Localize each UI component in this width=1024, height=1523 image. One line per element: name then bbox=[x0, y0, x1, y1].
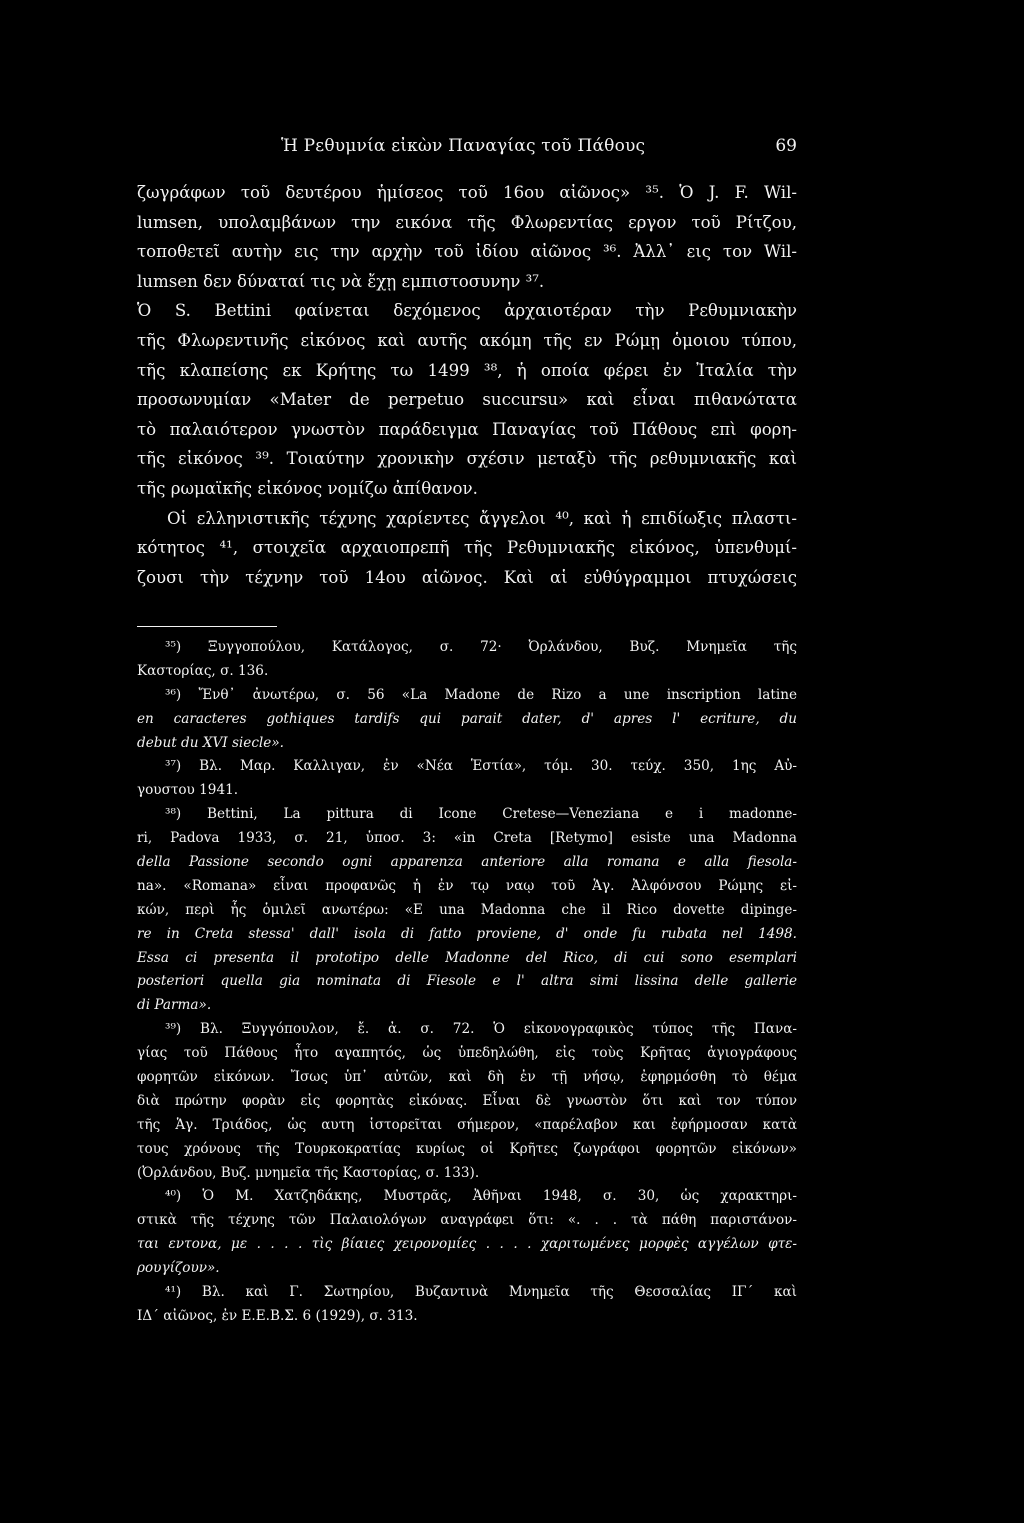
body-line: lumsen δεν δύναταί τις νὰ ἔχῃ εμπιστοσυνην ³⁷. bbox=[137, 271, 545, 291]
footnote-separator bbox=[137, 626, 277, 627]
body-line: προσωνυμίαν «Mater de perpetuo succursu» καὶ εἶναι πιθανώτατα bbox=[137, 390, 797, 410]
footnote-line: na». «Romana» εἶναι προφανῶς ἡ ἐν τῳ ναῳ τοῦ Ἁγ. Ἀλφόνσου Ρώμης εἰ- bbox=[137, 877, 797, 894]
footnote-line: Καστορίας, σ. 136. bbox=[137, 662, 269, 679]
body-line: τοποθετεῖ αυτὴν εις την αρχὴν τοῦ ἰδίου αἰῶνος ³⁶. Ἀλλ᾽ εις τον Wil- bbox=[137, 242, 797, 262]
body-line: τὸ παλαιότερον γνωστὸν παράδειγμα Παναγίας τοῦ Πάθους επὶ φορη- bbox=[137, 419, 797, 439]
body-line: κότητος ⁴¹, στοιχεῖα αρχαιοπρεπῆ τῆς Ρεθυμνιακῆς εἰκόνος, ὑπενθυμί- bbox=[137, 538, 797, 558]
body-line: τῆς ρωμαϊκῆς εἰκόνος νομίζω ἀπίθανον. bbox=[137, 478, 478, 498]
footnote-line: γουστου 1941. bbox=[137, 782, 239, 799]
footnote-line: della Passione secondo ogni apparenza anteriore alla romana e alla fiesola- bbox=[137, 854, 797, 871]
footnote-line: φορητῶν εἰκόνων. Ἴσως ὑπ᾽ αὐτῶν, καὶ δὴ ἐν τῇ νήσῳ, ἐφηρμόσθη τὸ θέμα bbox=[137, 1069, 797, 1086]
footnote-line: στικὰ τῆς τέχνης τῶν Παλαιολόγων αναγράφει ὅτι: «. . . τὰ πάθη παριστάνον- bbox=[137, 1212, 797, 1229]
footnote-line: en caracteres gothiques tardifs qui parait dater, d' apres l' ecriture, du bbox=[137, 710, 797, 727]
footnote-line: ³⁵) Ξυγγοπούλου, Κατάλογος, σ. 72· Ὀρλάνδου, Βυζ. Μνημεῖα τῆς bbox=[165, 639, 797, 655]
footnote-line: κών, περὶ ἧς ὁμιλεῖ ανωτέρω: «E una Madonna che il Rico dovette dipinge- bbox=[137, 901, 797, 918]
footnote-line: ³⁶) Ἔνθ᾽ ἀνωτέρω, σ. 56 «La Madone de Rizo a une inscription latine bbox=[165, 686, 797, 703]
footnote-line: τους χρόνους τῆς Τουρκοκρατίας κυρίως οἱ Κρῆτες ζωγράφοι φορητῶν εἰκόνων» bbox=[137, 1140, 797, 1157]
footnote-line: γίας τοῦ Πάθους ἦτο αγαπητός, ὡς ὑπεδηλώθη, εἰς τοὺς Κρῆτας ἁγιογράφους bbox=[137, 1045, 797, 1062]
body-line: τῆς Φλωρεντινῆς εἰκόνος καὶ αυτῆς ακόμη τῆς εν Ρώμῃ ὁμοιου τύπου, bbox=[137, 330, 797, 350]
body-line: ζουσι τὴν τέχνην τοῦ 14ου αἰῶνος. Καὶ αἱ εὐθύγραμμοι πτυχώσεις bbox=[137, 567, 797, 587]
footnote-line: ³⁸) Bettini, La pittura di Icone Cretese—Veneziana e i madonne- bbox=[165, 806, 797, 823]
footnote-line: ⁴⁰) Ὁ Μ. Χατζηδάκης, Μυστρᾶς, Ἀθῆναι 1948, σ. 30, ὡς χαρακτηρι- bbox=[165, 1188, 797, 1205]
footnote-line: τῆς Ἁγ. Τριάδος, ὡς αυτη ἱστορεῖται σήμερον, «παρέλαβον και ἐφήρμοσαν κατὰ bbox=[137, 1116, 797, 1133]
footnote-line: (Ὀρλάνδου, Βυζ. μνημεῖα τῆς Καστορίας, σ. 133). bbox=[137, 1164, 480, 1181]
footnote-line: re in Creta stessa' dall' isola di fatto proviene, d' onde fu rubata nel 1498. bbox=[137, 925, 797, 942]
body-line: Ὁ S. Bettini φαίνεται δεχόμενος ἀρχαιοτέραν τὴν Ρεθυμνιακὴν bbox=[137, 301, 797, 321]
footnote-line: ⁴¹) Βλ. καὶ Γ. Σωτηρίου, Βυζαντινὰ Μνημεῖα τῆς Θεσσαλίας ΙΓ΄ καὶ bbox=[165, 1284, 797, 1301]
footnote-line: ται εντονα, με . . . . τὶς βίαιες χειρονομίες . . . . χαριτωμένες μορφὲς αγγέλων φτε- bbox=[137, 1236, 797, 1253]
running-header bbox=[137, 136, 797, 162]
body-line: lumsen, υπολαμβάνων την εικόνα τῆς Φλωρεντίας εργον τοῦ Ρίτζου, bbox=[137, 212, 797, 232]
footnotes bbox=[137, 636, 797, 1329]
footnote-line: Essa ci presenta il prototipo delle Madonne del Rico, di cui sono esemplari bbox=[137, 949, 797, 966]
header-title: Ἡ Ρεθυμνία εἰκὼν Παναγίας τοῦ Πάθους bbox=[281, 136, 646, 156]
footnote-line: ΙΔ΄ αἰῶνος, ἐν Ε.Ε.Β.Σ. 6 (1929), σ. 313. bbox=[137, 1307, 418, 1324]
footnote-line: debut du XVI siecle». bbox=[137, 734, 284, 751]
body-line: τῆς κλαπείσης εκ Κρήτης τω 1499 ³⁸, ἡ οποία φέρει ἐν Ἰταλία τὴν bbox=[137, 360, 797, 380]
page-number: 69 bbox=[775, 136, 797, 156]
body-line: ζωγράφων τοῦ δευτέρου ἡμίσεος τοῦ 16ου αἰῶνος» ³⁵. Ὁ J. F. Wil- bbox=[137, 183, 797, 202]
footnote-line: ρουγίζουν». bbox=[137, 1260, 220, 1277]
footnote-line: ³⁹) Βλ. Ξυγγόπουλον, ἔ. ἀ. σ. 72. Ὁ εἰκονογραφικὸς τύπος τῆς Πανα- bbox=[165, 1021, 797, 1038]
footnote-line: posteriori quella gia nominata di Fiesole e l' altra simi lissina delle gallerie bbox=[137, 973, 797, 990]
body-line: Οἱ ελληνιστικῆς τέχνης χαρίεντες ἄγγελοι ⁴⁰, καὶ ἡ επιδίωξις πλαστι- bbox=[167, 508, 797, 528]
body-line: τῆς εἰκόνος ³⁹. Τοιαύτην χρονικὴν σχέσιν μεταξὺ τῆς ρεθυμνιακῆς καὶ bbox=[137, 449, 797, 469]
footnote-line: ³⁷) Βλ. Μαρ. Καλλιγαν, ἐν «Νέα Ἑστία», τόμ. 30. τεύχ. 350, 1ης Αὐ- bbox=[165, 758, 797, 775]
footnote-line: διὰ πρώτην φορὰν εἰς φορητὰς εἰκόνας. Εἶναι δὲ γνωστὸν ὅτι καὶ τον τύπον bbox=[137, 1092, 797, 1109]
footnote-line: ri, Padova 1933, σ. 21, ὑποσ. 3: «in Creta [Retymo] esiste una Madonna bbox=[137, 830, 797, 847]
footnote-line: di Parma». bbox=[137, 997, 212, 1014]
body-text bbox=[137, 178, 797, 592]
